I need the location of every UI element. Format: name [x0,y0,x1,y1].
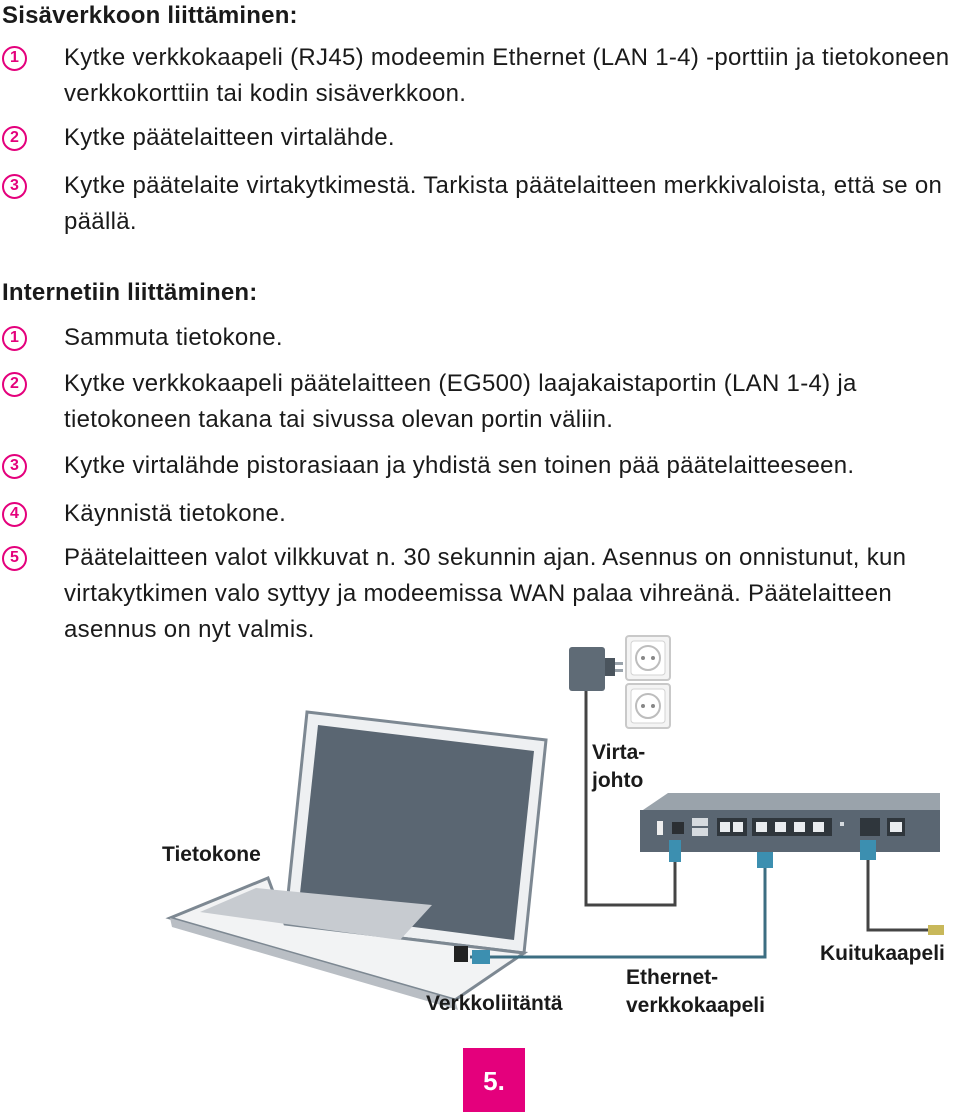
ethernet-plug-icon [472,950,490,964]
step-number-badge: 5 [2,546,27,571]
label-kuitukaapeli: Kuitukaapeli [820,942,945,965]
step-number-badge: 2 [2,126,27,151]
section-heading-internet: Internetiin liittäminen: [2,279,258,306]
step-text: Kytke virtalähde pistorasiaan ja yhdistä sen toinen pää päätelaitteeseen. [64,452,855,479]
step-text: Sammuta tietokone. [64,324,283,351]
page-number: 5. [463,1048,525,1112]
step-text: Päätelaitteen valot vilkkuvat n. 30 sekunnin ajan. Asennus on onnistunut, kun virtakytkimen valo syttyy ja modeemissa WAN palaa vihreänä. Päätelaitteen asennus on nyt valmis. [64,544,907,643]
step-text: Kytke verkkokaapeli päätelaitteen (EG500) laajakaistaportin (LAN 1-4) ja tietokoneen takana tai sivussa olevan portin väliin. [64,370,857,433]
step-number-badge: 4 [2,502,27,527]
step-number-badge: 1 [2,46,27,71]
section-heading-lan: Sisäverkkoon liittäminen: [2,2,298,29]
wall-socket-icon [626,636,670,728]
power-plug-icon [669,840,681,862]
step-text: Kytke päätelaitteen virtalähde. [64,124,395,151]
step-text: Käynnistä tietokone. [64,500,287,527]
step-number-badge: 2 [2,372,27,397]
laptop-network-port [454,946,468,962]
step-text: Kytke verkkokaapeli (RJ45) modeemin Ethernet (LAN 1-4) -porttiin ja tietokoneen verkkokorttiin tai kodin sisäverkkoon. [64,44,950,107]
label-ethernet-cable: Ethernet- verkkokaapeli [626,966,765,1017]
ethernet-plug-icon [757,850,773,868]
fiber-cable [868,850,930,930]
power-adapter-icon [569,647,623,691]
step-number-badge: 3 [2,174,27,199]
step-text: Kytke päätelaite virtakytkimestä. Tarkista päätelaitteen merkkivaloista, että se on päällä. [64,172,943,235]
step-number-badge: 3 [2,454,27,479]
router-icon [640,793,940,852]
fiber-plug-icon [860,840,876,860]
step-number-badge: 1 [2,326,27,351]
fiber-connector-icon [928,925,944,935]
label-tietokone: Tietokone [162,843,261,866]
label-verkkoliitanta: Verkkoliitäntä [426,992,563,1015]
label-virtajohto: Virta- johto [592,741,646,792]
